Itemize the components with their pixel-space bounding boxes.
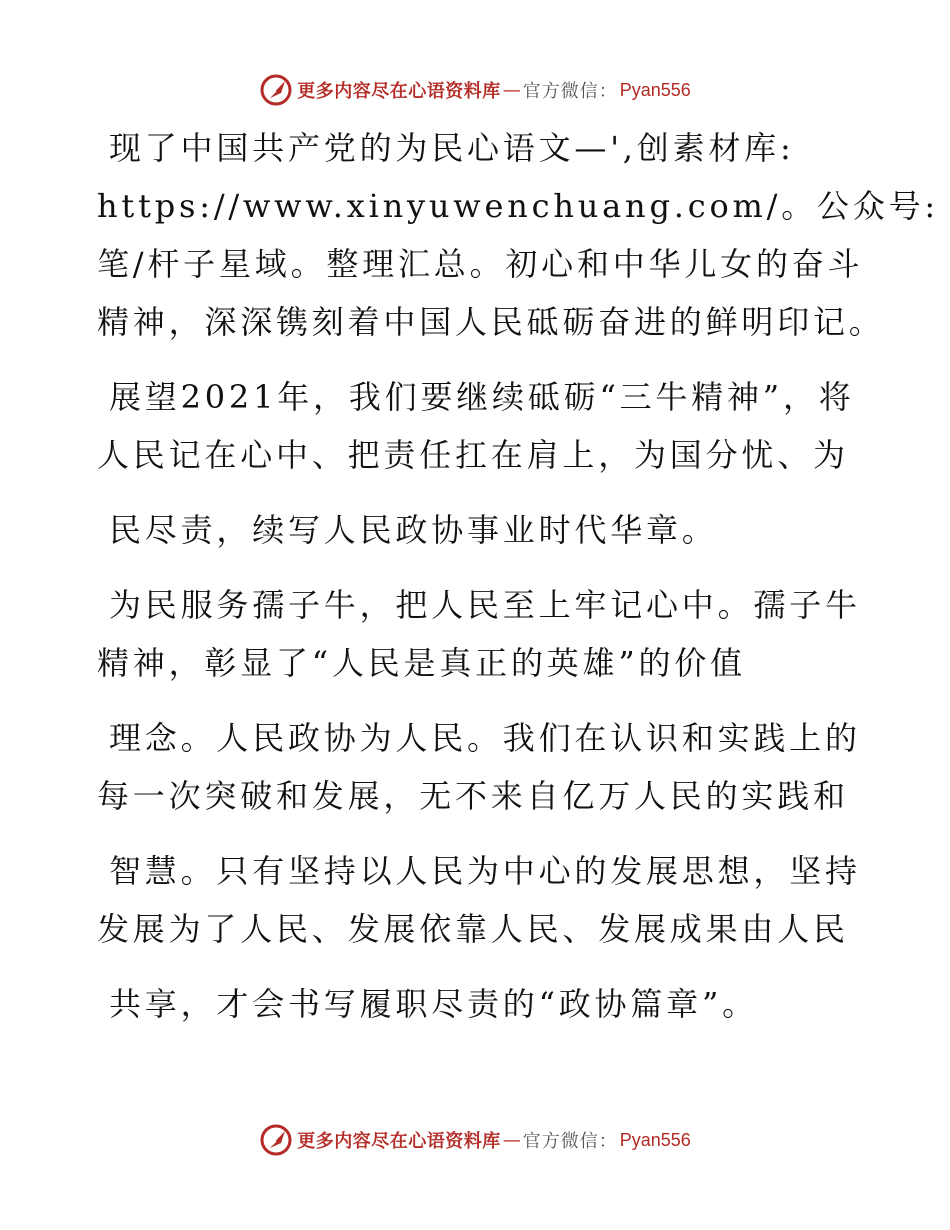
text-line: 现了中国共产党的为民心语文—',创素材库: (109, 129, 795, 167)
text-line: 展望2021年，我们要继续砥砺“三牛精神”，将 (109, 378, 855, 416)
text-line: 智慧。只有坚持以人民为中心的发展思想，坚持 (109, 852, 861, 890)
banner-tail: 官方微信： (522, 81, 618, 102)
text-line: 发展为了人民、发展依靠人民、发展成果由人民 (97, 910, 849, 948)
text-line: 为民服务孺子牛，把人民至上牢记心中。孺子牛 (109, 586, 861, 624)
text-line: 共享，才会书写履职尽责的“政协篇章”。 (109, 985, 758, 1023)
text-line: 人民记在心中、把责任扛在肩上，为国分忧、为 (97, 436, 849, 474)
banner-wechat-id: Pyan556 (619, 1129, 691, 1150)
text-line: 笔/杆子星域。整理汇总。初心和中华儿女的奋斗 (97, 245, 864, 283)
text-line: 理念。人民政协为人民。我们在认识和实践上的 (109, 719, 861, 757)
text-line: https://www.xinyuwenchuang.com/。公众号: (97, 187, 940, 225)
quill-logo-icon (259, 73, 293, 107)
banner-dash: — (502, 1129, 521, 1151)
text-line: 精神，彰显了“人民是真正的英雄”的价值 (97, 644, 746, 682)
text-line: 每一次突破和发展，无不来自亿万人民的实践和 (97, 777, 849, 815)
banner-lead: 更多内容尽在心语资料库 (297, 1131, 501, 1152)
banner-wechat-id: Pyan556 (619, 79, 691, 100)
footer-banner (0, 1120, 950, 1160)
banner-dash: — (502, 79, 521, 101)
text-line: 精神，深深镌刻着中国人民砥砺奋进的鲜明印记。 (97, 303, 885, 341)
banner-lead: 更多内容尽在心语资料库 (297, 81, 501, 102)
text-line: 民尽责，续写人民政协事业时代华章。 (109, 511, 718, 549)
banner-tail: 官方微信： (522, 1131, 618, 1152)
quill-logo-icon (259, 1123, 293, 1157)
header-banner (0, 70, 950, 110)
